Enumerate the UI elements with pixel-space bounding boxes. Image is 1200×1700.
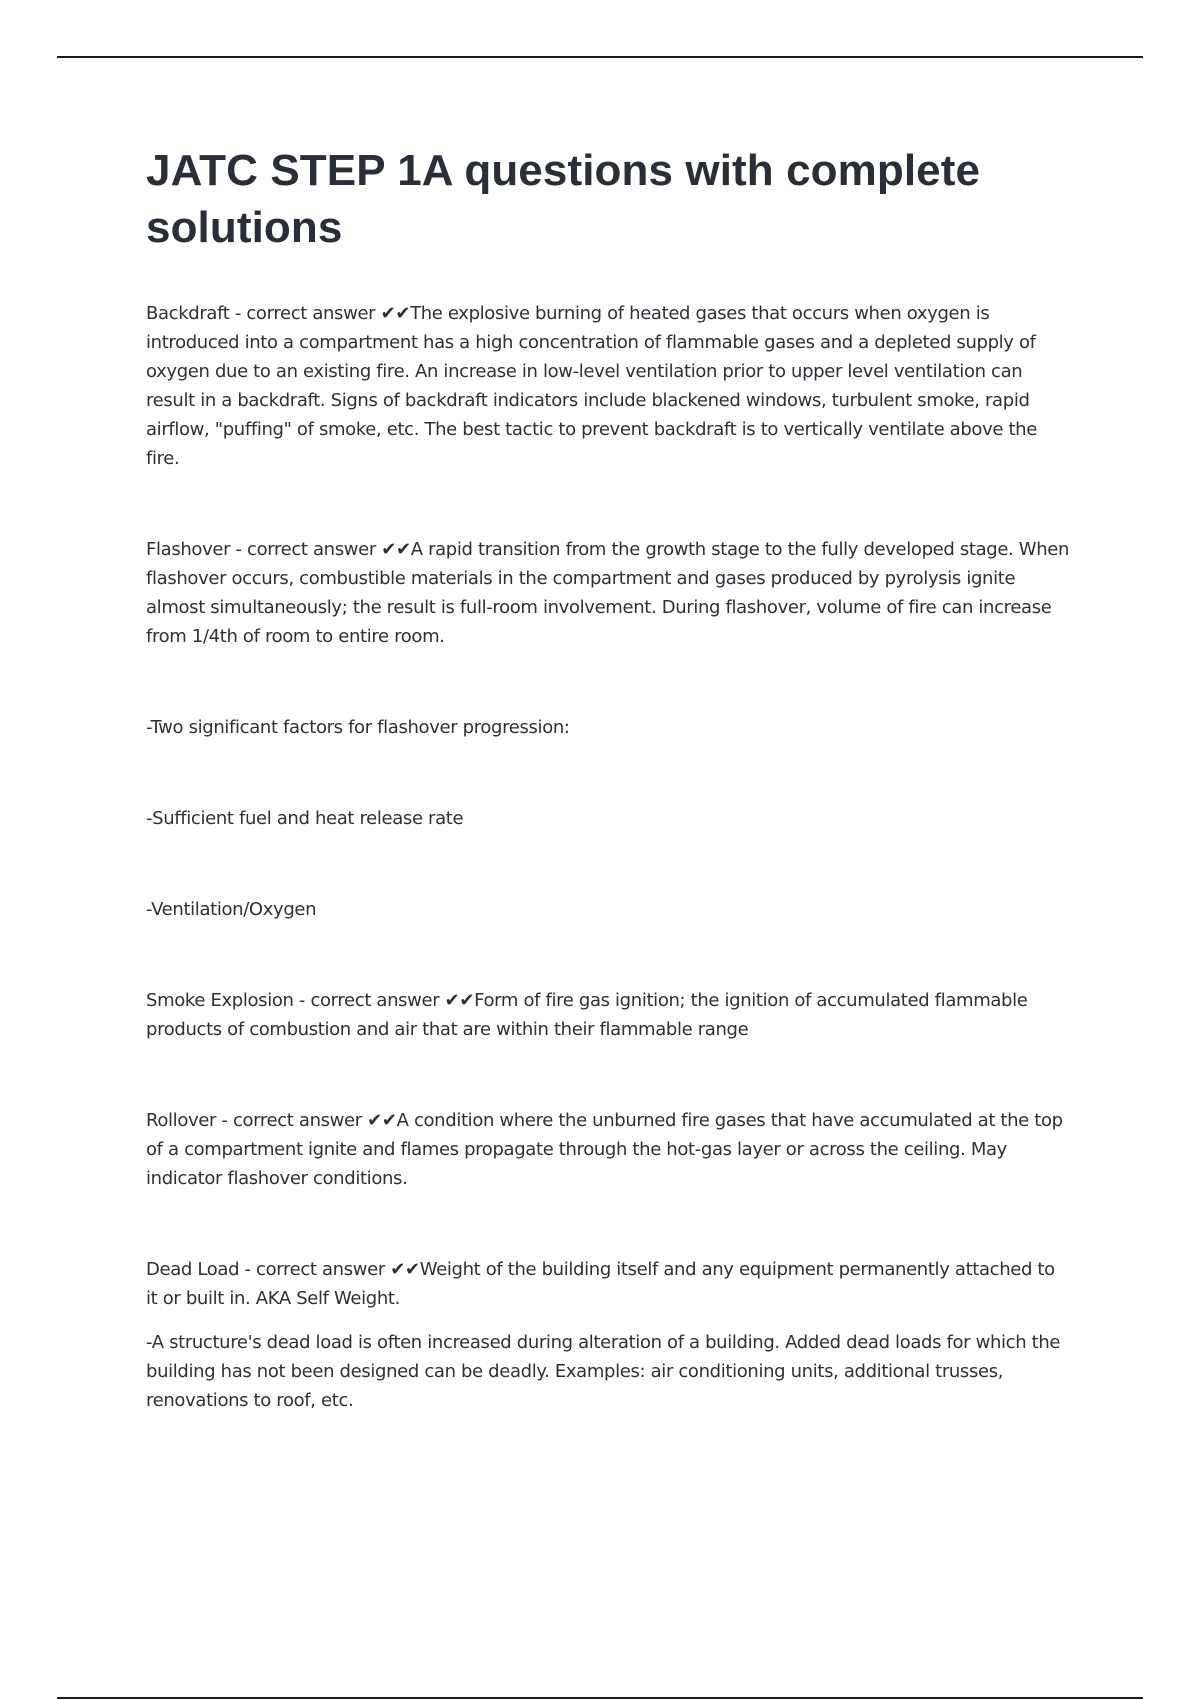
header-divider bbox=[57, 56, 1143, 58]
entry-smoke-explosion: Smoke Explosion - correct answer ✔✔Form of fire gas ignition; the ignition of accumulated flammable products of combustion and air that are within their flammable range bbox=[146, 990, 1028, 1040]
entry-flashover: Flashover - correct answer ✔✔A rapid transition from the growth stage to the fully developed stage. When flashover occurs, combustible materials in the compartment and gases produced by pyrolysis ignite almost simultaneously; the result is full-room involvement. During flashover, volume of fire can increase from 1/4th of room to entire room. bbox=[146, 539, 1070, 647]
entry-backdraft: Backdraft - correct answer ✔✔The explosive burning of heated gases that occurs when oxygen is introduced into a compartment has a high concentration of flammable gases and a depleted supply of oxygen due to an existing fire. An increase in low-level ventilation prior to upper level ventilation can result in a backdraft. Signs of backdraft indicators include blackened windows, turbulent smoke, rapid airflow, "puffing" of smoke, etc. The best tactic to prevent backdraft is to vertically ventilate above the fire. bbox=[146, 303, 1037, 469]
entry-dead-load-note: -A structure's dead load is often increased during alteration of a building. Added dead loads for which the building has not been designed can be deadly. Examples: air conditioning units, additional trusses, renovations to roof, etc. bbox=[146, 1332, 1061, 1411]
entry-flashover-factor-fuel: -Sufficient fuel and heat release rate bbox=[146, 808, 464, 829]
entry-flashover-factor-ventilation: -Ventilation/Oxygen bbox=[146, 899, 317, 920]
footer-divider bbox=[57, 1697, 1143, 1699]
document-body bbox=[146, 142, 1070, 1415]
entry-flashover-factors-heading: -Two significant factors for flashover progression: bbox=[146, 717, 570, 738]
entry-rollover: Rollover - correct answer ✔✔A condition where the unburned fire gases that have accumulated at the top of a compartment ignite and flames propagate through the hot-gas layer or across the ceiling. May indicator flashover conditions. bbox=[146, 1110, 1063, 1189]
qa-entries bbox=[146, 299, 1070, 1415]
document-title: JATC STEP 1A questions with complete solutions bbox=[146, 146, 981, 252]
entry-dead-load: Dead Load - correct answer ✔✔Weight of the building itself and any equipment permanently attached to it or built in. AKA Self Weight. bbox=[146, 1259, 1055, 1309]
